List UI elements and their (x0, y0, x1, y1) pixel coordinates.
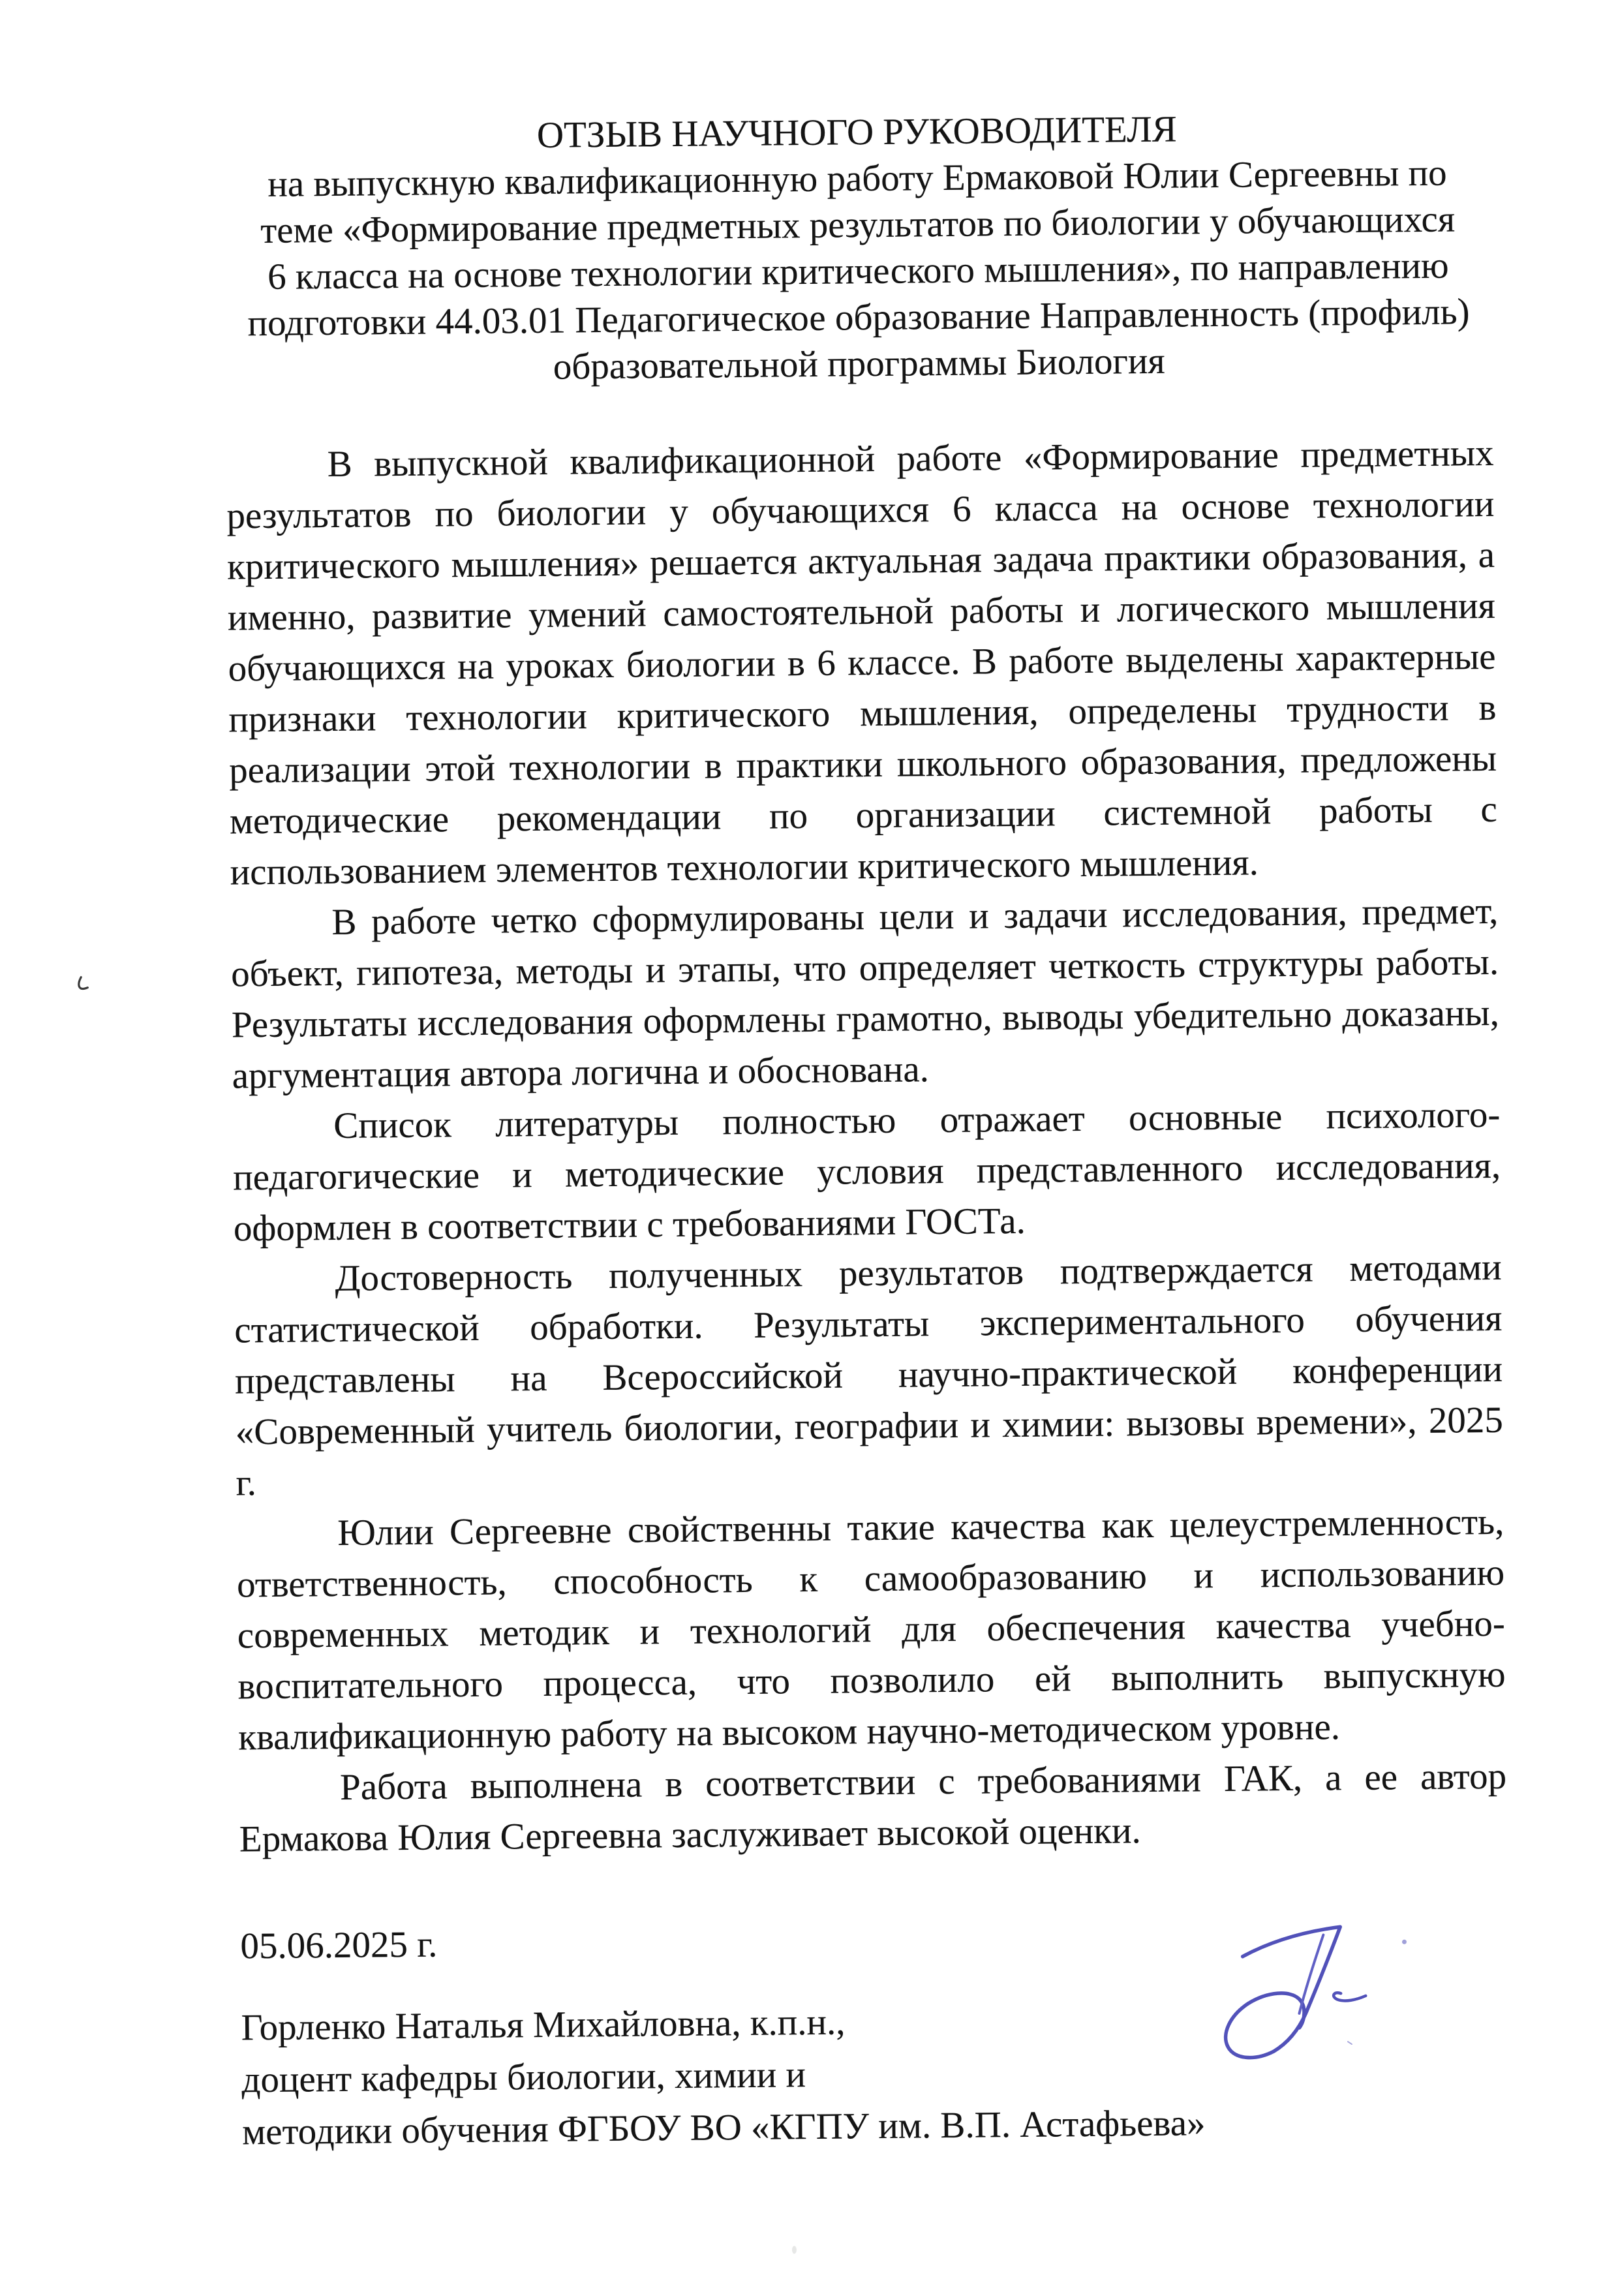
signer-institution: методики обучения ФГБОУ ВО «КГПУ им. В.П. Астафьева» (241, 2102, 1206, 2153)
paragraph: В работе четко сформулированы цели и задачи исследования, предмет, объект, гипотеза, методы и этапы, что определяет четкость структуры работы. Результаты исследования оформлены грамотно, выводы убедительно доказаны, аргументация автора логична и обоснована. (230, 890, 1500, 1097)
title-line: ОТЗЫВ НАУЧНОГО РУКОВОДИТЕЛЯ (536, 108, 1178, 156)
title-line: 6 класса на основе технологии критического мышления», по направлению (267, 245, 1449, 298)
handwritten-signature (1219, 1922, 1416, 2077)
paragraph: Достоверность полученных результатов подтверждается методами статистической обработки. Результаты экспериментального обучения представлены на Всероссийской научно-практической конференции «Современный учитель биологии, географии и химии: вызовы времени», 2025 г. (234, 1246, 1504, 1504)
title-line: образовательной программы Биология (553, 340, 1165, 388)
signer-name-degree: Горленко Наталья Михайловна, к.п.н., (241, 2001, 846, 2049)
signer-position: доцент кафедры биологии, химии и (241, 2054, 806, 2101)
pen-tick-mark (72, 974, 92, 998)
title-line: на выпускную квалификационную работу Ермаковой Юлии Сергеевны по (267, 152, 1447, 205)
scan-artifact-dot (792, 2246, 797, 2254)
paragraph: В выпускной квалификационной работе «Формирование предметных результатов по биологии у обучающихся 6 класса на основе технологии критического мышления» решается актуальная задача практики образования, а именно, развитие умений самостоятельной работы и логического мышления обучающихся на уроках биологии в 6 классе. В работе выделены характерные признаки технологии критического мышления, определены трудности в реализации этой технологии в практики школьного образования, предложены методические рекомендации по организации системной работы с использованием элементов технологии критического мышления. (226, 432, 1498, 893)
document-content (223, 103, 1510, 2159)
paragraph: Работа выполнена в соответствии с требованиями ГАК, а ее автор Ермакова Юлия Сергеевна заслуживает высокой оценки. (239, 1755, 1507, 1860)
document-title (223, 103, 1493, 393)
title-line: подготовки 44.03.01 Педагогическое образование Направленность (профиль) (247, 291, 1470, 344)
review-body (226, 428, 1507, 1865)
title-line: теме «Формирование предметных результатов по биологии у обучающихся (260, 198, 1456, 252)
paragraph: Юлии Сергеевне свойственны такие качества как целеустремленность, ответственность, способность к самообразованию и использованию современных методик и технологий для обеспечения качества учебно-воспитательного процесса, что позволило ей выполнить выпускную квалификационную работу на высоком научно-методическом уровне. (236, 1501, 1506, 1758)
date-line: 05.06.2025 г. (240, 1923, 438, 1967)
paragraph: Список литературы полностью отражает основные психолого-педагогические и методические условия представленного исследования, оформлен в соответствии с требованиями ГОСТа. (232, 1094, 1501, 1249)
